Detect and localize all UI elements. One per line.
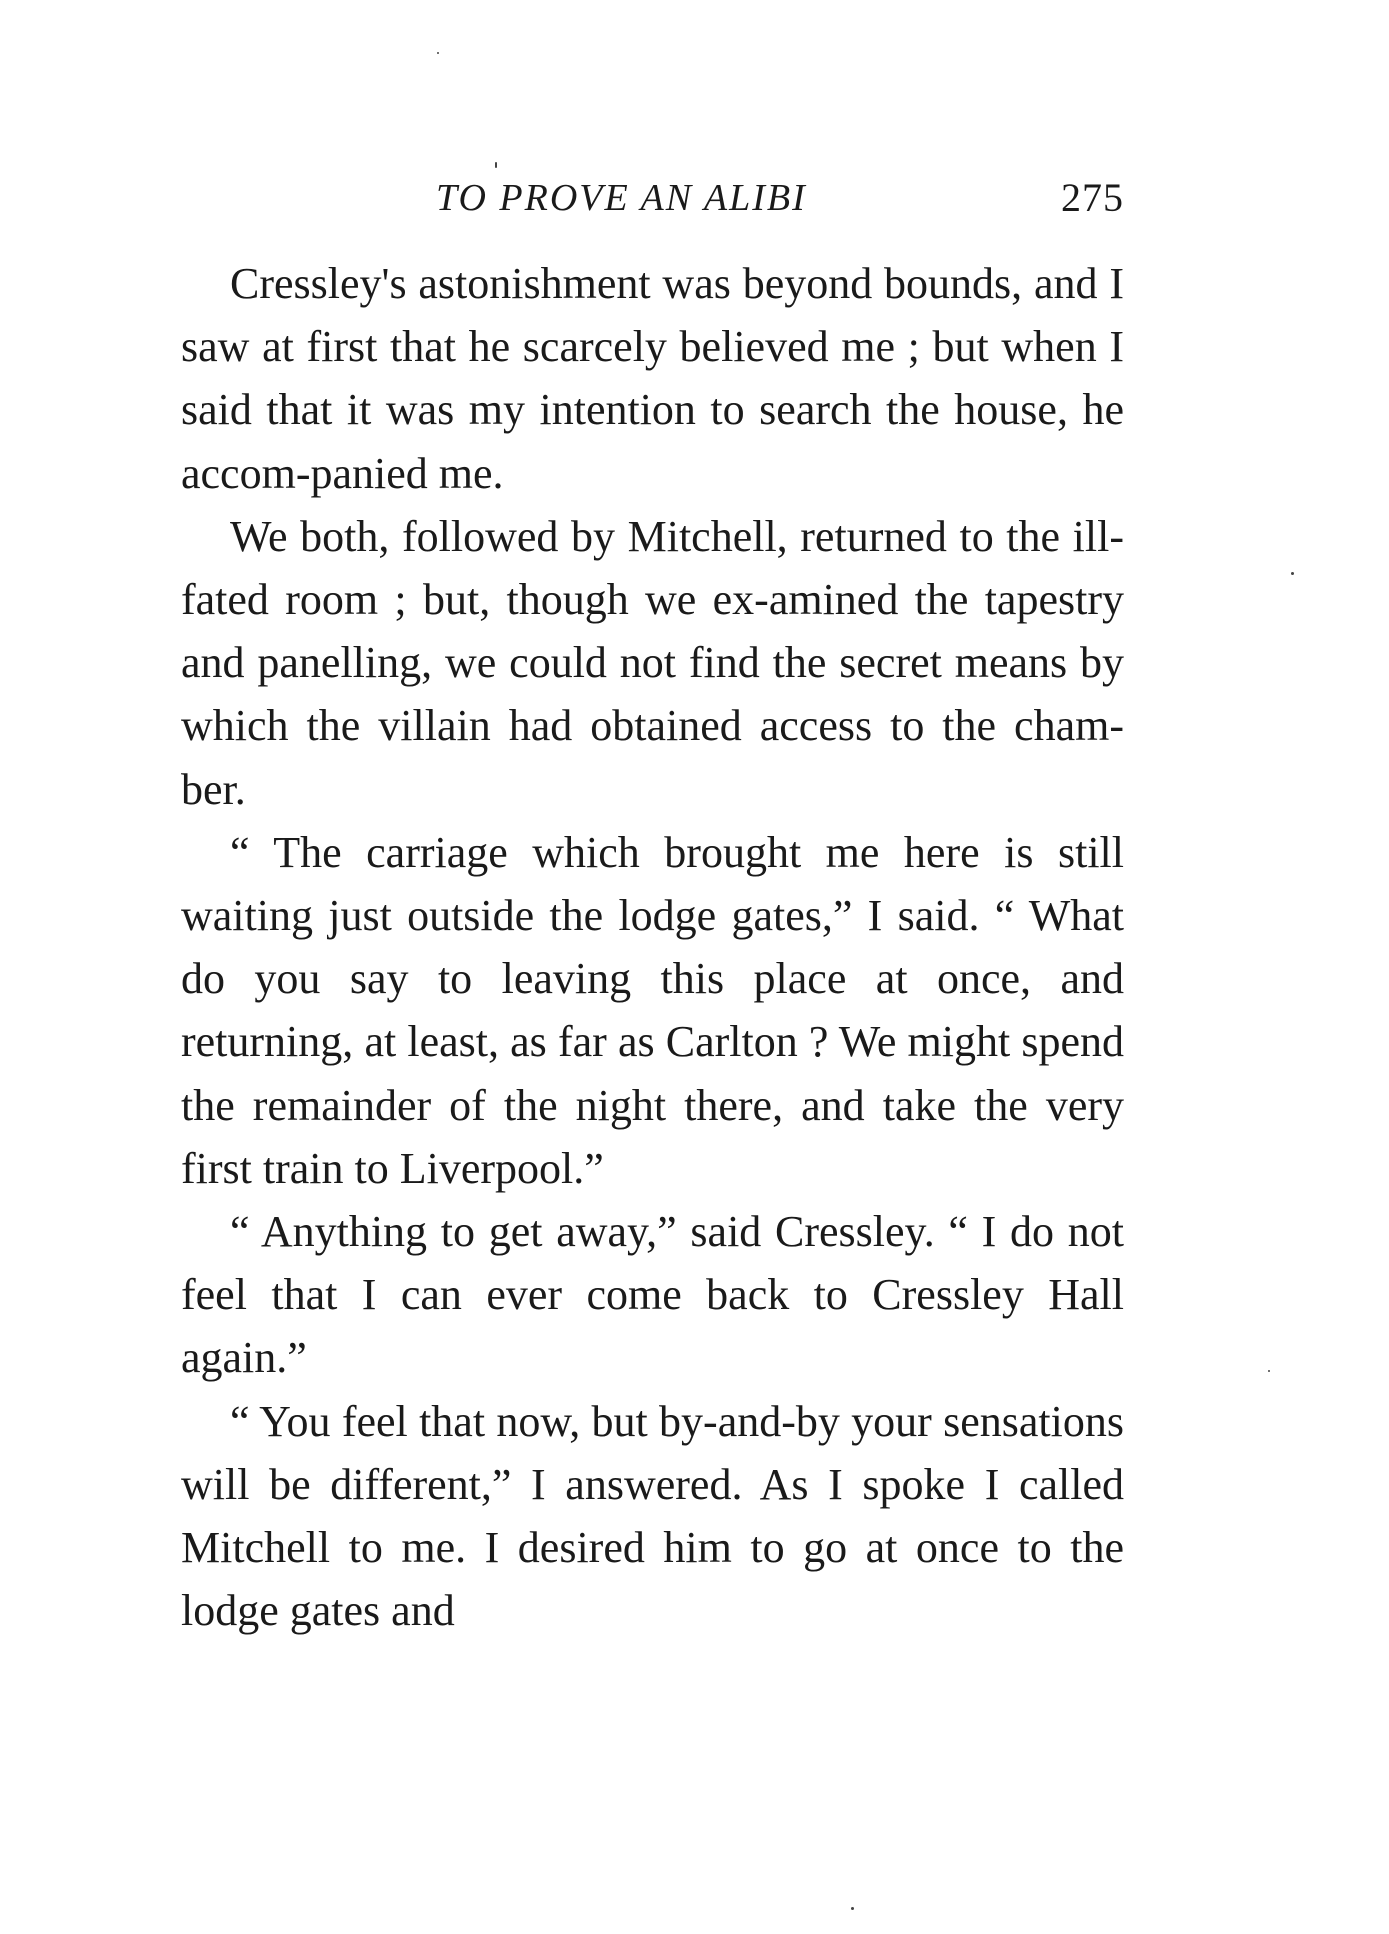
print-speck: [851, 1907, 854, 1910]
paragraph: We both, followed by Mitchell, returned to the ill-fated room ; but, though we ex-amined the tapestry and panelling, we could not find the secret means by which the villain had obtained access to the cham-ber.: [181, 511, 1124, 814]
print-speck: [1268, 1370, 1270, 1372]
paragraph: “ Anything to get away,” said Cressley. “ I do not feel that I can ever come back to Cressley Hall again.”: [181, 1207, 1124, 1383]
paragraph: “ You feel that now, but by-and-by your sensations will be different,” I answered. As I spoke I called Mitchell to me. I desired him to go at once to the lodge gates and: [181, 1396, 1124, 1636]
print-speck: [1291, 572, 1294, 575]
running-head: [181, 168, 1124, 228]
chapter-title: TO PROVE AN ALIBI: [436, 177, 807, 219]
print-speck: [495, 162, 497, 168]
paragraph: Cressley's astonishment was beyond bounds, and I saw at first that he scarcely believed me ; but when I said that it was my intention to search the house, he accom-panied me.: [181, 259, 1124, 498]
print-speck: [437, 52, 439, 54]
page-number: 275: [1061, 175, 1124, 220]
paragraph: “ The carriage which brought me here is still waiting just outside the lodge gates,” I said. “ What do you say to leaving this place at once, and returning, at least, as far as Carlton ? We might spend the remainder of the night there, and take the very first train to Liverpool.”: [181, 827, 1124, 1193]
body-text: [181, 252, 1124, 1642]
